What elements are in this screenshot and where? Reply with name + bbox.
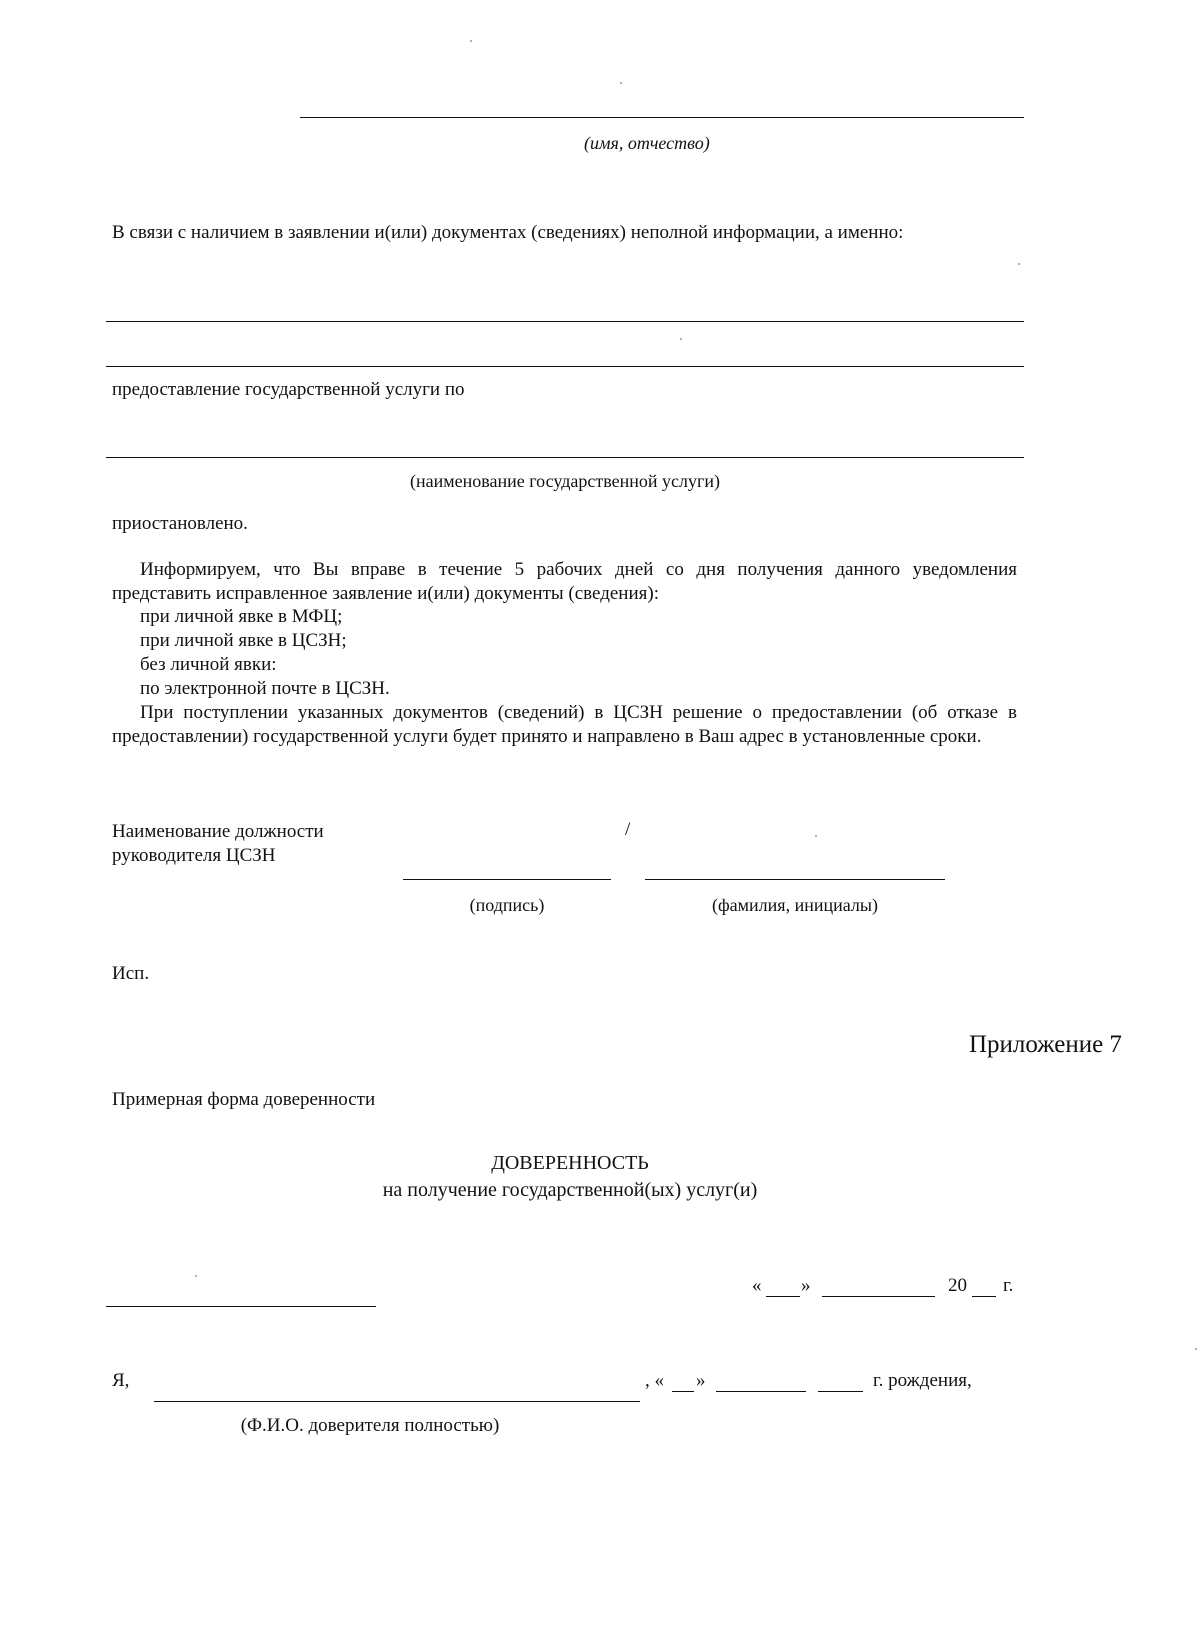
birth-month-blank — [716, 1391, 806, 1392]
principal-name-line — [154, 1401, 640, 1402]
service-line-text: предоставление государственной услуги по — [112, 379, 465, 400]
birth-day-blank — [672, 1391, 694, 1392]
option-email: по электронной почте в ЦСЗН. — [140, 678, 390, 699]
position-title-line2: руководителя ЦСЗН — [112, 845, 276, 866]
date-open-quote: « — [752, 1275, 762, 1296]
caption-name-patronymic: (имя, отчество) — [584, 133, 710, 153]
caption-service-name: (наименование государственной услуги) — [409, 471, 721, 491]
birth-date-close-quote: » — [696, 1370, 706, 1391]
suspended-text: приостановлено. — [112, 513, 248, 534]
caption-signature: (подпись) — [469, 895, 545, 915]
date-day-blank — [766, 1296, 800, 1297]
date-year-prefix: 20 — [948, 1275, 967, 1296]
position-title-line1: Наименование должности — [112, 821, 324, 842]
notice-intro: В связи с наличием в заявлении и(или) документах (сведениях) неполной информации, а именно: — [112, 222, 904, 243]
birth-suffix: г. рождения, — [873, 1370, 972, 1391]
scan-speck — [1195, 1348, 1197, 1350]
date-close-quote: » — [801, 1275, 811, 1296]
name-underline — [300, 117, 1024, 118]
birth-year-blank — [818, 1391, 863, 1392]
scan-speck — [1018, 263, 1020, 265]
form-title: Примерная форма доверенности — [112, 1089, 376, 1110]
executor-label: Исп. — [112, 963, 150, 984]
option-cszn: при личной явке в ЦСЗН; — [140, 630, 347, 651]
option-mfc: при личной явке в МФЦ; — [140, 606, 343, 627]
signature-slash: / — [625, 819, 631, 840]
caption-surname-initials: (фамилия, инициалы) — [712, 895, 878, 915]
service-name-line — [106, 457, 1024, 458]
appendix-label: Приложение 7 — [969, 1031, 1122, 1058]
caption-principal-name: (Ф.И.О. доверителя полностью) — [240, 1415, 500, 1436]
scan-speck — [680, 338, 682, 340]
scan-speck — [470, 40, 472, 42]
decision-paragraph: При поступлении указанных документов (сведений) в ЦСЗН решение о предоставлении (об отказе в предоставлении) государственной услуги будет принято и направлено в Ваш адрес в установленные сроки. — [112, 702, 1017, 747]
i-label: Я, — [112, 1370, 130, 1391]
birth-date-prefix: , « — [645, 1370, 664, 1391]
place-blank — [106, 1306, 376, 1307]
inform-paragraph: Информируем, что Вы вправе в течение 5 рабочих дней со дня получения данного уведомления представить исправленное заявление и(или) документы (сведения): — [112, 559, 1017, 604]
signature-line — [403, 879, 611, 880]
date-year-blank — [972, 1296, 996, 1297]
option-no-visit: без личной явки: — [140, 654, 277, 675]
scan-speck — [195, 1275, 197, 1277]
date-month-blank — [822, 1296, 935, 1297]
surname-initials-line — [645, 879, 945, 880]
missing-info-line-2 — [106, 366, 1024, 367]
date-year-suffix: г. — [1003, 1275, 1014, 1296]
scan-speck — [815, 835, 817, 837]
document-subtitle: на получение государственной(ых) услуг(и) — [382, 1179, 758, 1201]
document-title: ДОВЕРЕННОСТЬ — [491, 1152, 649, 1174]
missing-info-line-1 — [106, 321, 1024, 322]
scan-speck — [620, 82, 622, 84]
